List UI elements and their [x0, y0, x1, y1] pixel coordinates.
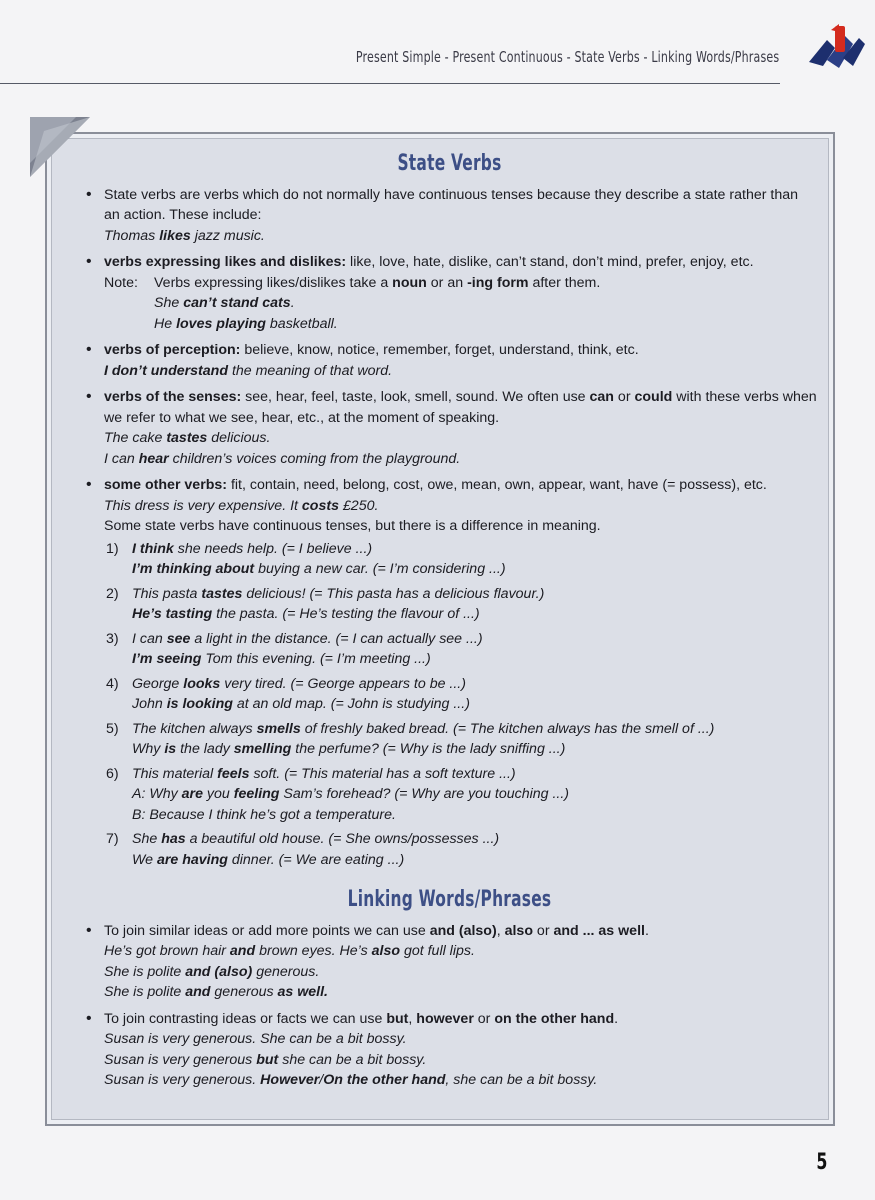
example-line: She has a beautiful old house. (= She owns/possesses ...): [132, 831, 500, 847]
bold-text: are: [181, 786, 203, 802]
note-block: [104, 273, 817, 335]
example-line: She is polite and generous as well.: [104, 984, 328, 1000]
example-line: The kitchen always smells of freshly baked bread. (= The kitchen always has the smell of ...): [132, 720, 715, 737]
bold-text: and: [229, 943, 256, 959]
bold-text: On the other hand: [323, 1072, 446, 1088]
page-number: 5: [816, 1150, 828, 1175]
example-line: I can see a light in the distance. (= I can actually see ...): [132, 630, 483, 647]
numbered-item: [104, 629, 817, 670]
example-line: Why is the lady smelling the perfume? (= Why is the lady sniffing ...): [132, 741, 566, 757]
linking-words-list: [82, 921, 817, 1091]
example-line: Susan is very generous. She can be a bit bossy.: [104, 1031, 407, 1047]
bold-text: also: [504, 922, 533, 939]
state-verbs-list: [82, 185, 817, 871]
example-line: He’s tasting the pasta. (= He’s testing the flavour of ...): [132, 606, 480, 622]
bold-text: however: [416, 1010, 474, 1027]
bold-text: costs: [301, 497, 339, 514]
bold-text: on the other hand: [494, 1010, 615, 1027]
bold-text: I’m thinking about: [132, 561, 255, 577]
bold-text: smelling: [233, 741, 292, 757]
example-line: Susan is very generous. However/On the other hand, she can be a bit bossy.: [104, 1072, 598, 1088]
item-text: • To join similar ideas or add more points we can use and (also), also or and ... as well.: [104, 922, 649, 939]
bold-text: is: [164, 741, 177, 757]
numbered-item: [104, 719, 817, 760]
linking-words-title: Linking Words/Phrases: [347, 887, 552, 912]
item-body: [132, 629, 817, 670]
bold-text: and (also): [185, 963, 253, 980]
continuous-intro: Some state verbs have continuous tenses, but there is a difference in meaning.: [104, 518, 601, 534]
bold-text: He’s tasting: [132, 606, 213, 622]
bold-text: but: [386, 1010, 409, 1027]
example-line: I don’t understand the meaning of that word.: [104, 362, 393, 379]
example-line: I’m thinking about buying a new car. (= I’m considering ...): [132, 561, 506, 577]
bold-text: likes: [159, 227, 191, 244]
example-line: Thomas likes jazz music.: [104, 227, 265, 244]
item-text: • some other verbs: fit, contain, need, belong, cost, owe, mean, own, appear, want, have (= possess), etc.: [104, 477, 767, 493]
bold-text: can: [589, 389, 614, 405]
state-verb-item: [82, 387, 817, 469]
note-text: Verbs expressing likes/dislikes take a noun or an -ing form after them.: [154, 274, 601, 291]
bold-text: I don’t understand: [104, 362, 228, 379]
bold-text: looks: [183, 675, 221, 692]
example-line: John is looking at an old map. (= John is studying ...): [132, 696, 470, 712]
bold-text: I think: [132, 540, 174, 557]
example-line: He loves playing basketball.: [154, 315, 338, 332]
example-line: Susan is very generous but she can be a bit bossy.: [104, 1051, 427, 1068]
example-line: This pasta tastes delicious! (= This pasta has a delicious flavour.): [132, 585, 545, 602]
linking-item: [82, 1009, 817, 1091]
numbered-item: [104, 539, 817, 580]
bold-text: verbs of the senses:: [104, 389, 242, 405]
bold-text: loves playing: [176, 315, 266, 332]
state-verbs-title: State Verbs: [397, 151, 502, 176]
bold-text: has: [161, 831, 186, 847]
main-content: [82, 150, 817, 1097]
item-body: [132, 764, 817, 826]
bold-text: -ing form: [467, 274, 529, 291]
example-line: I can hear children’s voices coming from the playground.: [104, 450, 461, 467]
item-number: 4): [106, 675, 119, 692]
bold-text: are having: [156, 851, 228, 868]
example-line: A: Why are you feeling Sam’s forehead? (= Why are you touching ...): [132, 786, 570, 802]
numbered-item: [104, 584, 817, 625]
example-line: He’s got brown hair and brown eyes. He’s also got full lips.: [104, 943, 475, 959]
item-body: [132, 719, 817, 760]
bold-text: is looking: [166, 696, 233, 712]
item-text: • State verbs are verbs which do not normally have continuous tenses because they describe a state rather than an action. These include:: [104, 186, 799, 223]
example-line: The cake tastes delicious.: [104, 430, 271, 446]
state-verb-item: [82, 252, 817, 334]
bold-text: verbs expressing likes and dislikes:: [104, 254, 347, 270]
item-number: 7): [106, 831, 119, 847]
bold-text: smells: [256, 720, 301, 737]
bold-text: noun: [392, 274, 427, 291]
bold-text: can’t stand cats: [183, 295, 291, 311]
note-label: Note:: [104, 274, 138, 291]
item-text: • verbs expressing likes and dislikes: like, love, hate, dislike, can’t stand, don’t mind, prefer, enjoy, etc.: [104, 254, 754, 270]
state-verb-item: [82, 340, 817, 381]
example-line: George looks very tired. (= George appears to be ...): [132, 675, 466, 692]
bold-text: verbs of perception:: [104, 342, 241, 358]
example-line: I’m seeing Tom this evening. (= I’m meeting ...): [132, 651, 431, 667]
item-number: 3): [106, 630, 119, 647]
example-line: I think she needs help. (= I believe ...): [132, 540, 373, 557]
numbered-item: [104, 764, 817, 826]
bold-text: and: [185, 984, 211, 1000]
unit-logo-icon: [805, 22, 869, 86]
item-number: 6): [106, 765, 119, 782]
bold-text: feeling: [233, 786, 280, 802]
bold-text: hear: [138, 450, 169, 467]
header-rule: [0, 83, 780, 84]
item-text: • verbs of the senses: see, hear, feel, taste, look, smell, sound. We often use can or could with these verbs when we refer to what we see, hear, etc., at the moment of speaking.: [104, 389, 817, 426]
example-line: We are having dinner. (= We are eating ...): [132, 851, 405, 868]
bold-text: also: [371, 943, 400, 959]
bold-text: as well.: [277, 984, 328, 1000]
bold-text: could: [634, 389, 673, 405]
example-line: She can’t stand cats.: [154, 295, 295, 311]
bold-text: feels: [217, 765, 250, 782]
state-verb-item: [82, 475, 817, 870]
item-text: • verbs of perception: believe, know, notice, remember, forget, understand, think, etc.: [104, 342, 639, 358]
item-number: 1): [106, 540, 119, 557]
item-text: • To join contrasting ideas or facts we can use but, however or on the other hand.: [104, 1010, 619, 1027]
bold-text: but: [256, 1051, 279, 1068]
header-title: Present Simple - Present Continuous - State Verbs - Linking Words/Phrases: [355, 48, 779, 66]
bold-text: I’m seeing: [132, 651, 202, 667]
bold-text: tastes: [166, 430, 208, 446]
bold-text: and ... as well: [553, 922, 645, 939]
numbered-item: [104, 829, 817, 870]
example-line: She is polite and (also) generous.: [104, 963, 320, 980]
bold-text: tastes: [201, 585, 243, 602]
item-body: [132, 584, 817, 625]
bold-text: However: [260, 1072, 320, 1088]
note-lines: [154, 273, 817, 335]
linking-item: [82, 921, 817, 1003]
item-body: [132, 829, 817, 870]
item-number: 2): [106, 585, 119, 602]
bold-text: and (also): [429, 922, 497, 939]
bold-text: see: [166, 630, 191, 647]
item-body: [132, 674, 817, 715]
example-line: This dress is very expensive. It costs £250.: [104, 497, 379, 514]
numbered-item: [104, 674, 817, 715]
bold-text: some other verbs:: [104, 477, 227, 493]
page-curl-corner-icon: [30, 117, 90, 177]
example-line: B: Because I think he’s got a temperature.: [132, 806, 396, 823]
item-body: [132, 539, 817, 580]
example-line: This material feels soft. (= This material has a soft texture ...): [132, 765, 516, 782]
item-number: 5): [106, 720, 119, 737]
state-verb-item: [82, 185, 817, 247]
numbered-examples: [104, 539, 817, 871]
